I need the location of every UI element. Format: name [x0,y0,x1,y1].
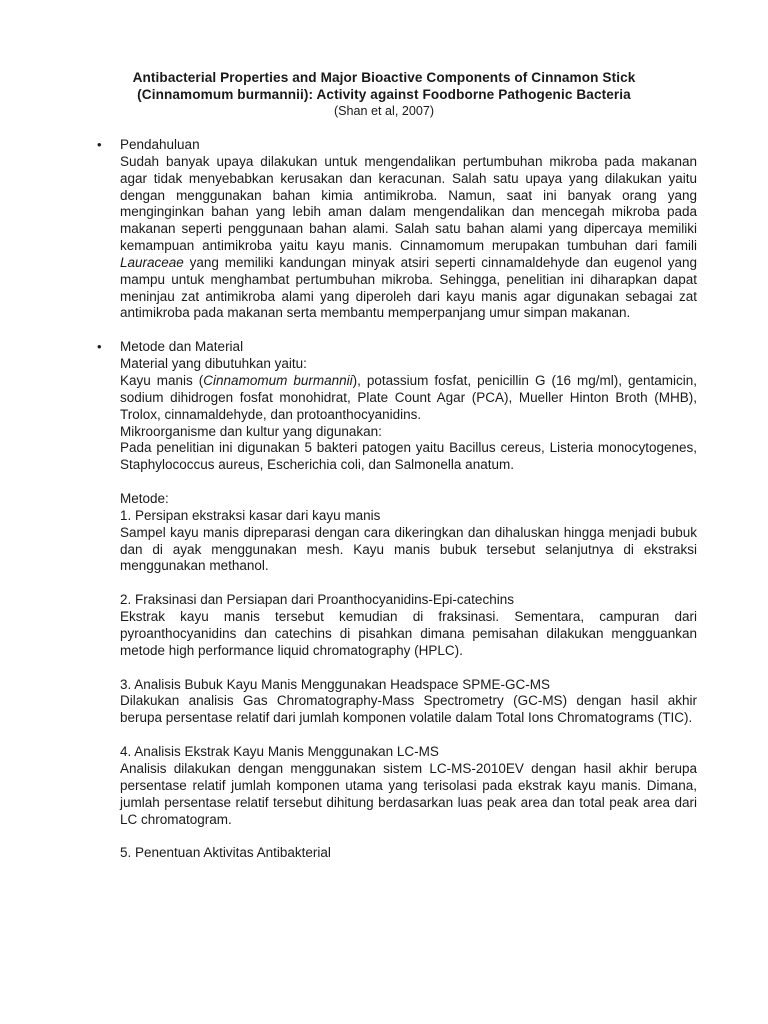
materials-text-a: Kayu manis ( [120,372,204,388]
step-1 [120,508,697,575]
bullet-icon: • [97,137,102,152]
introduction-paragraph [120,154,697,322]
citation: (Shan et al, 2007) [333,104,435,118]
section-methods [97,339,697,862]
step-title: 4. Analisis Ekstrak Kayu Manis Menggunakan LC-MS [120,744,439,760]
section-heading-methods: Metode dan Material [120,339,244,355]
step-3 [120,677,697,728]
step-2 [120,592,697,659]
step-title: 2. Fraksinasi dan Persiapan dari Proanthocyanidins-Epi-catechins [120,592,514,608]
title-block [90,69,678,120]
step-4 [120,744,697,828]
materials-text-b: ), potassium fosfat, penicillin G (16 mg/ml), gentamicin, sodium dihidrogen fosfat monohidrat, Plate Count Agar (PCA), Mueller Hinton Broth (MHB), Trolox, cinnamaldehyde, dan protoanthocyanidins. [120,372,698,422]
microorganism-paragraph: Pada penelitian ini digunakan 5 bakteri patogen yaitu Bacillus cereus, Listeria monocytogenes, Staphylococcus aureus, Escherichia coli, dan Salmonella anatum. [120,440,697,473]
step-5 [120,845,697,862]
step-text: Analisis dilakukan dengan menggunakan sistem LC-MS-2010EV dengan hasil akhir berupa persentase relatif jumlah komponen utama yang terisolasi pada ekstrak kayu manis. Dimana, jumlah persentase relatif tersebut dihitung berdasarkan luas peak area dan total peak area dari LC chromatogram. [120,761,697,827]
step-text: Dilakukan analisis Gas Chromatography-Mass Spectrometry (GC-MS) dengan hasil akhir berupa persentase relatif dari jumlah komponen volatile dalam Total Ions Chromatograms (TIC). [120,693,697,726]
step-title: 5. Penentuan Aktivitas Antibakterial [120,845,331,861]
document-body [97,137,697,862]
metode-label: Metode: [120,491,169,507]
step-title: 3. Analisis Bubuk Kayu Manis Menggunakan Headspace SPME-GC-MS [120,676,550,692]
section-heading-introduction: Pendahuluan [120,137,200,152]
introduction-text-b: yang memiliki kandungan minyak atsiri seperti cinnamaldehyde dan eugenol yang mampu untuk menghambat pertumbuhan mikroba. Sehingga, penelitian ini diharapkan dapat meninjau zat antimikroba alami yang diperoleh dari kayu manis agar digunakan sebagai zat antimikroba pada makanan serta membantu memperpanjang umur simpan makanan. [120,254,697,321]
step-text: Ekstrak kayu manis tersebut kemudian di fraksinasi. Sementara, campuran dari pyroanthocyanidins dan catechins di pisahkan dimana pemisahan dilakukan mengguankan metode high performance liquid chromatography (HPLC). [120,609,697,658]
introduction-text-italic: Lauraceae [120,254,184,270]
materials-text-italic: Cinnamomum burmannii [203,372,353,388]
title-line-2: (Cinnamomum burmannii): Activity against Foodborne Pathogenic Bacteria [137,87,631,102]
materials-label: Material yang dibutuhkan yaitu: [120,356,307,372]
microorganism-label: Mikroorganisme dan kultur yang digunakan: [120,423,382,439]
title-line-1: Antibacterial Properties and Major Bioactive Components of Cinnamon Stick [132,70,636,85]
step-text: Sampel kayu manis dipreparasi dengan cara dikeringkan dan dihaluskan hingga menjadi bubuk dan di ayak menggunakan mesh. Kayu manis bubuk tersebut selanjutnya di ekstraksi menggunakan methanol. [120,524,697,574]
step-title: 1. Persipan ekstraksi kasar dari kayu manis [120,507,381,523]
section-introduction [97,137,697,322]
introduction-text-a: Sudah banyak upaya dilakukan untuk mengendalikan pertumbuhan mikroba pada makanan agar tidak menyebabkan kerusakan dan keracunan. Salah satu upaya yang dilakukan yaitu dengan menggunakan bahan kimia antimikroba. Namun, saat ini banyak orang yang menginginkan bahan yang lebih aman dalam mengendalikan dan mencegah mikroba pada makanan seperti penggunaan bahan alami. Salah satu bahan alami yang dipercaya memiliki kemampuan antimikroba yaitu kayu manis. Cinnamomum merupakan tumbuhan dari famili [120,153,697,254]
bullet-icon: • [97,339,102,355]
materials-paragraph [120,373,697,424]
